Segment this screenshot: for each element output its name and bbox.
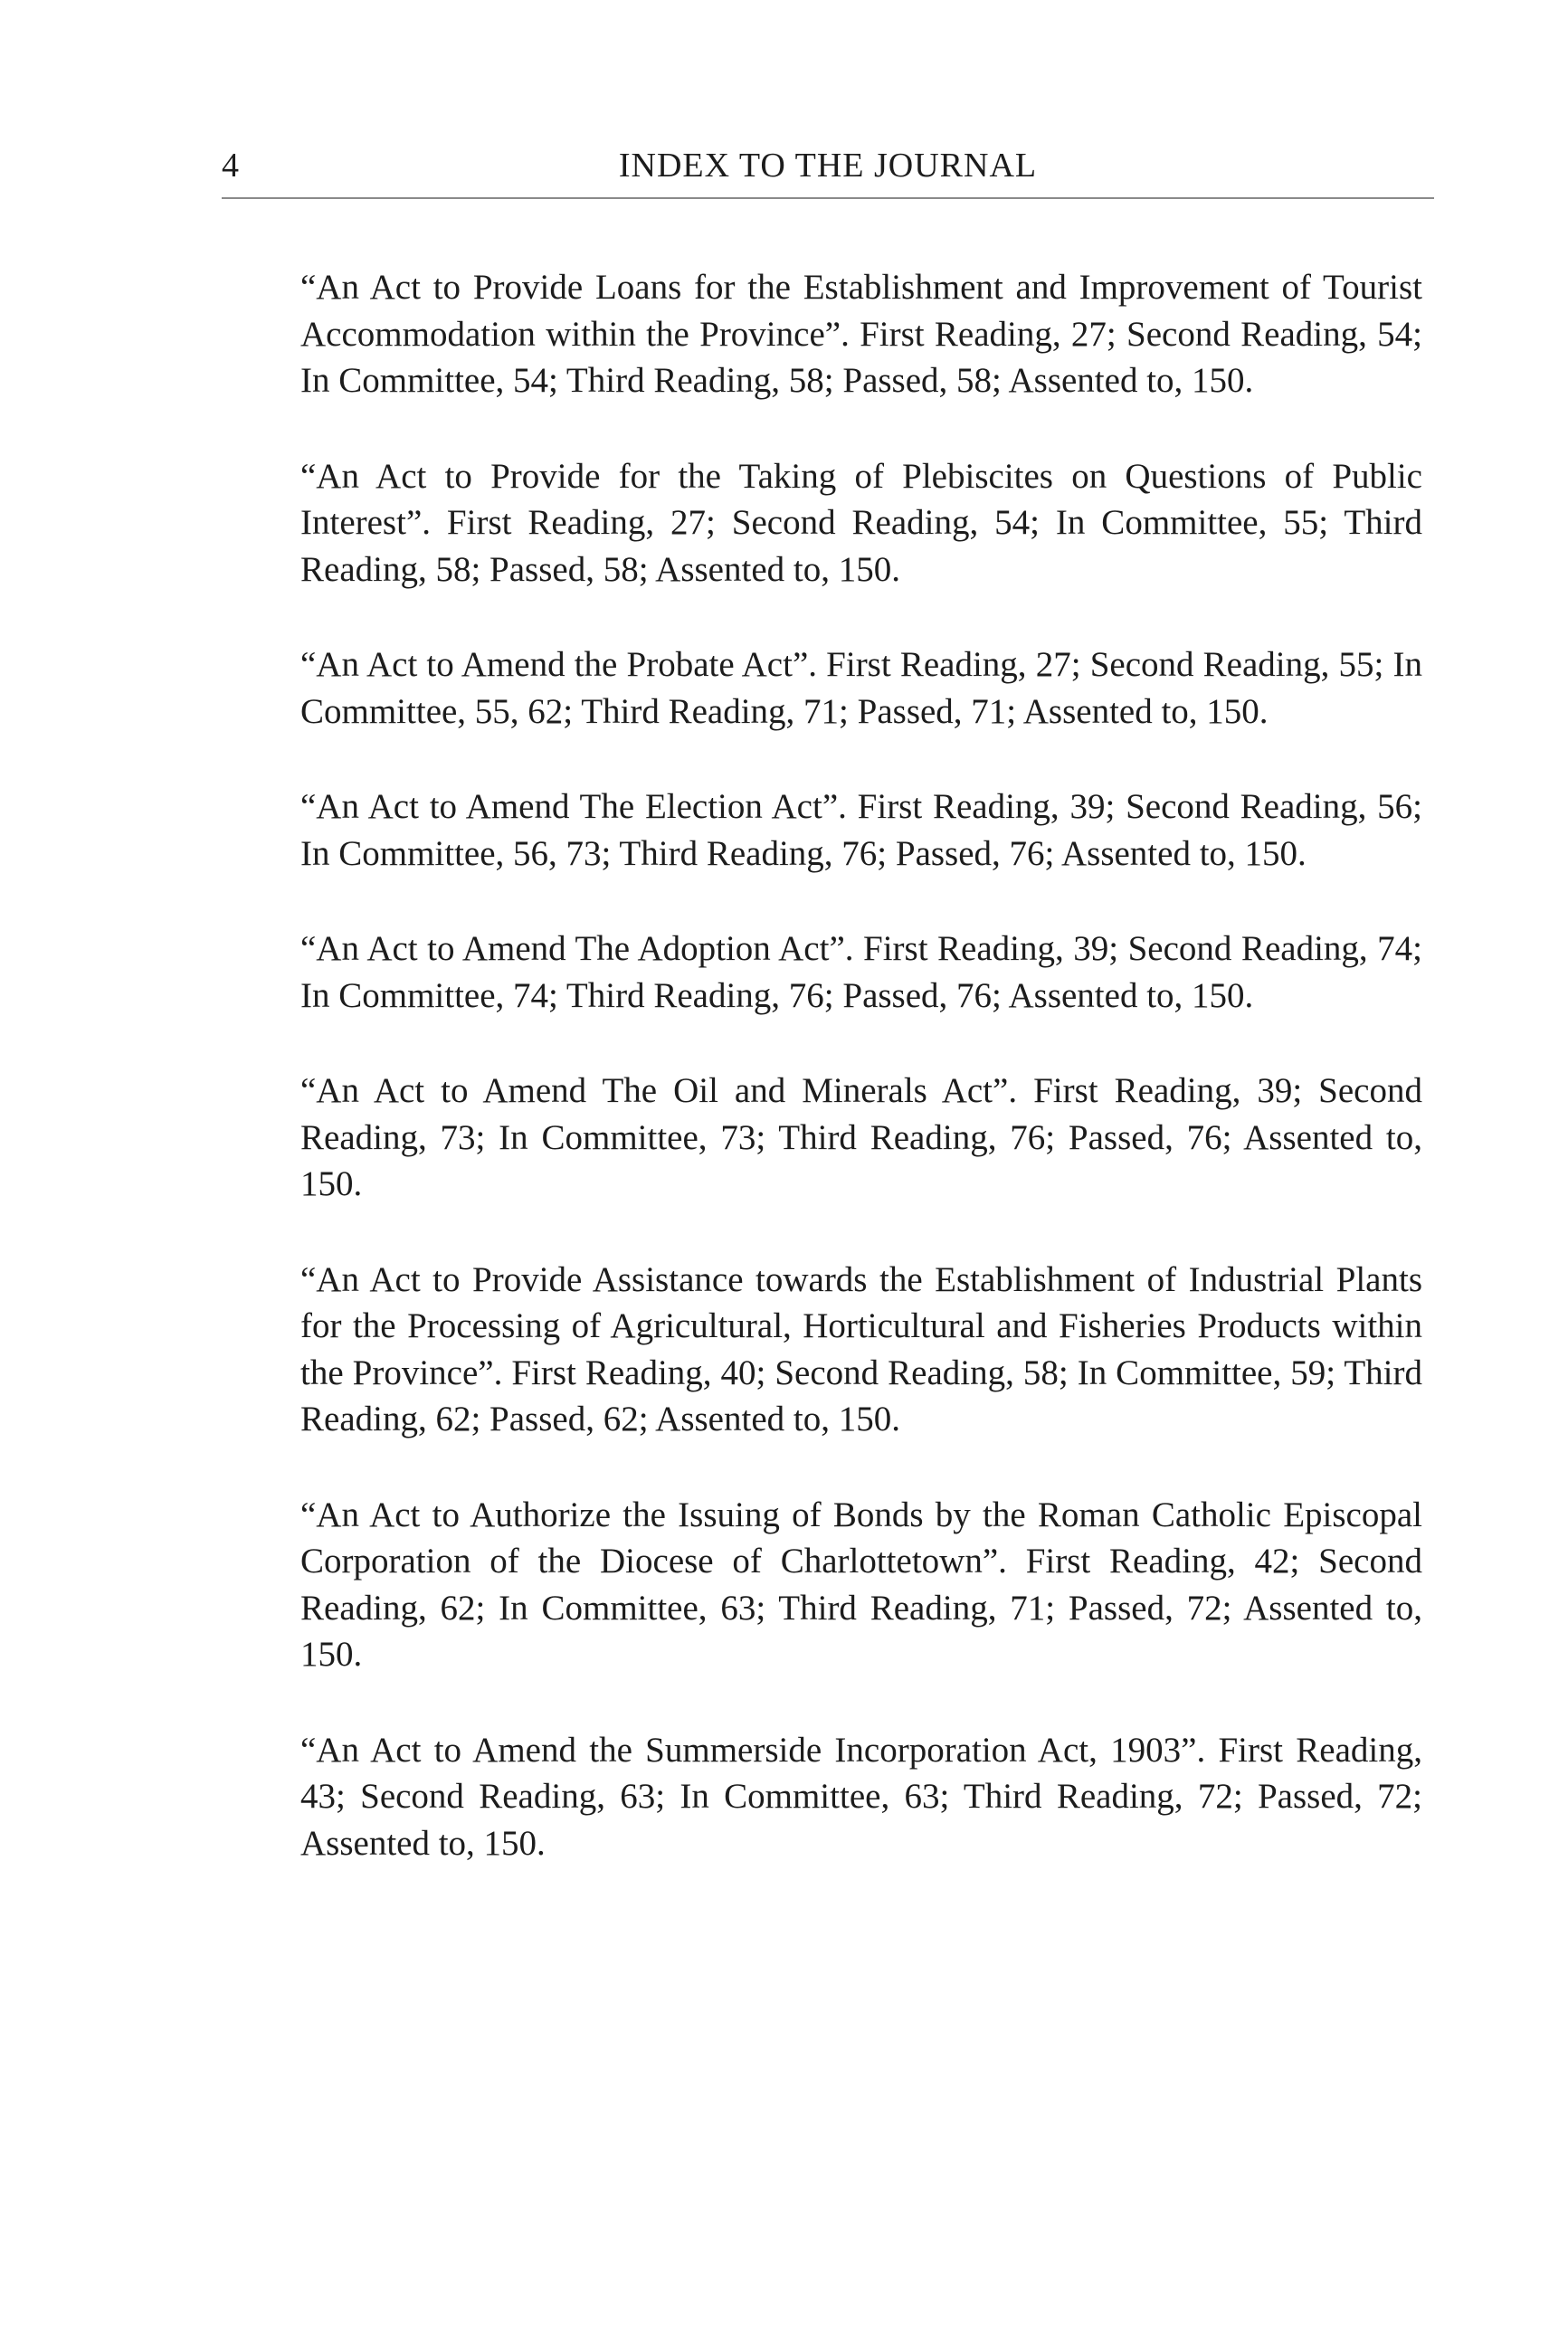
running-head: INDEX TO THE JOURNAL <box>618 147 1038 185</box>
index-entry: “An Act to Amend The Oil and Minerals Act”. First Reading, 39; Second Reading, 73; In Committee, 73; Third Reading, 76; Passed, 76; Assented to, 150. <box>300 1071 1422 1203</box>
index-entry: “An Act to Amend the Summerside Incorporation Act, 1903”. First Reading, 43; Second Reading, 63; In Committee, 63; Third Reading, 72; Passed, 72; Assented to, 150. <box>300 1730 1422 1863</box>
index-entries <box>300 264 1422 1915</box>
index-entry: “An Act to Provide for the Taking of Plebiscites on Questions of Public Interest”. First Reading, 27; Second Reading, 54; In Committee, 55; Third Reading, 58; Passed, 58; Assented to, 150. <box>300 456 1422 589</box>
index-entry: “An Act to Amend The Adoption Act”. First Reading, 39; Second Reading, 74; In Committee, 74; Third Reading, 76; Passed, 76; Assented to, 150. <box>300 929 1422 1015</box>
index-entry: “An Act to Provide Loans for the Establishment and Improvement of Tourist Accommodation within the Province”. First Reading, 27; Second Reading, 54; In Committee, 54; Third Reading, 58; Passed, 58; Assented to, 150. <box>300 268 1422 400</box>
page-header <box>222 143 1434 197</box>
index-entry: “An Act to Amend the Probate Act”. First Reading, 27; Second Reading, 55; In Committee, 55, 62; Third Reading, 71; Passed, 71; Assented to, 150. <box>300 645 1422 731</box>
index-entry: “An Act to Amend The Election Act”. First Reading, 39; Second Reading, 56; In Committee, 56, 73; Third Reading, 76; Passed, 76; Assented to, 150. <box>300 787 1422 873</box>
index-entry: “An Act to Provide Assistance towards the Establishment of Industrial Plants for the Processing of Agricultural, Horticultural and Fisheries Products within the Province”. First Reading, 40; Second Reading, 58; In Committee, 59; Third Reading, 62; Passed, 62; Assented to, 150. <box>300 1259 1422 1438</box>
index-entry: “An Act to Authorize the Issuing of Bonds by the Roman Catholic Episcopal Corporation of the Diocese of Charlottetown”. First Reading, 42; Second Reading, 62; In Committee, 63; Third Reading, 71; Passed, 72; Assented to, 150. <box>300 1495 1422 1674</box>
header-rule <box>222 197 1434 199</box>
page-number: 4 <box>222 147 239 185</box>
